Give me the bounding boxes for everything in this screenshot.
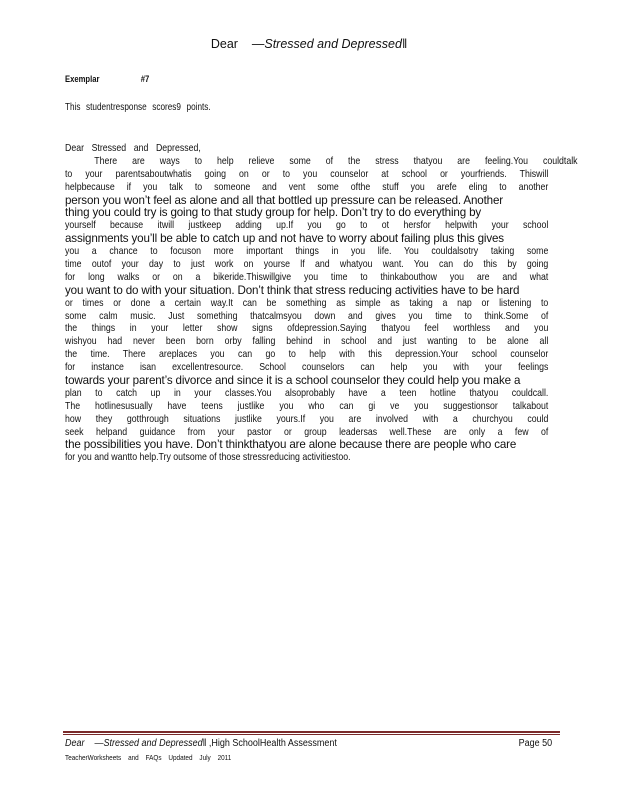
footer-rule-bottom xyxy=(63,734,560,735)
letter-line: for long walks or on a bikeride.Thiswillgive you time to thinkabouthow you are and what xyxy=(65,271,549,283)
letter-line: time outof your day to just work on yourse lf and whatyou want. You can do this by going xyxy=(65,259,549,271)
letter-line: assignments you’ll be able to catch up and not have to worry about failing plus this gives xyxy=(65,233,504,246)
footer-dear: Dear xyxy=(65,738,85,749)
letter-salutation: Dear Stressed and Depressed, xyxy=(65,143,201,154)
footer-page-number: Page 50 xyxy=(518,738,553,749)
letter-line: the possibilities you have. Don’t thinkthatyou are alone because there are people who care xyxy=(65,439,517,452)
letter-line: to your parentsaboutwhatis going on or to you counselor at school or yourfriends. Thiswill xyxy=(65,168,549,180)
footer-subline: TeacherWorksheets and FAQs Updated July 2011 xyxy=(65,753,232,762)
letter-line: you a chance to focuson more important things in you life. You couldalsotry taking some xyxy=(65,246,549,258)
letter-line: The hotlinesusually have teens justlike you who can gi ve you suggestionsor talkabout xyxy=(65,400,549,412)
exemplar-label: Exemplar xyxy=(65,74,100,84)
exemplar-heading xyxy=(65,74,149,84)
letter-line: or times or done a certain way.It can be something as simple as taking a nap or listening to xyxy=(65,297,549,309)
footer-title-italic: —Stressed and Depressed‖ xyxy=(94,738,207,749)
title-dear: Dear xyxy=(210,37,238,51)
letter-line: some calm music. Just something thatcalmsyou down and gives you time to think.Some of xyxy=(65,310,549,322)
letter-line: how they gotthrough situations justlike yours.If you are involved with a churchyou could xyxy=(65,413,549,425)
letter-line: for you and wantto help.Try outsome of those stressreducing activitiestoo. xyxy=(65,452,351,464)
letter-line: helpbecause if you talk to someone and vent some ofthe stuff you arefe eling to another xyxy=(65,181,549,193)
letter-line: yourself because itwill justkeep adding up.If you go to ot hersfor helpwith your school xyxy=(65,220,549,232)
footer-line xyxy=(65,738,569,749)
letter-line: you want to do with your situation. Don’t think that stress reducing activities have to be hard xyxy=(65,284,520,297)
letter-line: There are ways to help relieve some of the stress thatyou are feeling.You couldtalk xyxy=(94,155,578,167)
letter-line: seek helpand guidance from your pastor or group leadersas well.These are only a few of xyxy=(65,426,549,438)
letter-line: wishyou had never been born orby falling behind in school and just wanting to be alone all xyxy=(65,336,549,348)
letter-line: thing you could try is going to that study group for help. Don’t try to do everything by xyxy=(65,207,482,220)
letter-body xyxy=(65,143,578,465)
letter-line: for instance isan excellentresource. School counselors can help you with your feelings xyxy=(65,362,549,374)
letter-line: the things in your letter show signs ofdepression.Saying thatyou feel worthless and you xyxy=(65,323,549,335)
letter-line: person you won’t feel as alone and all that bottled up pressure can be released. Another xyxy=(65,194,503,207)
letter-line: towards your parent’s divorce and since it is a school counselor they could help you make a xyxy=(65,375,521,388)
exemplar-number: #7 xyxy=(140,74,150,84)
letter-line: plan to catch up in your classes.You alsoprobably have a teen hotline thatyou couldcall. xyxy=(65,387,549,399)
score-line: This studentresponse scores9 points. xyxy=(65,102,211,113)
letter-line: the time. There areplaces you can go to help with this depression.Your school counselor xyxy=(65,349,549,361)
page-title xyxy=(0,37,618,51)
title-italic: —Stressed and Depressed‖ xyxy=(251,37,408,51)
footer-rule-top xyxy=(63,731,560,733)
footer-course: ,High SchoolHealth Assessment xyxy=(208,738,337,749)
